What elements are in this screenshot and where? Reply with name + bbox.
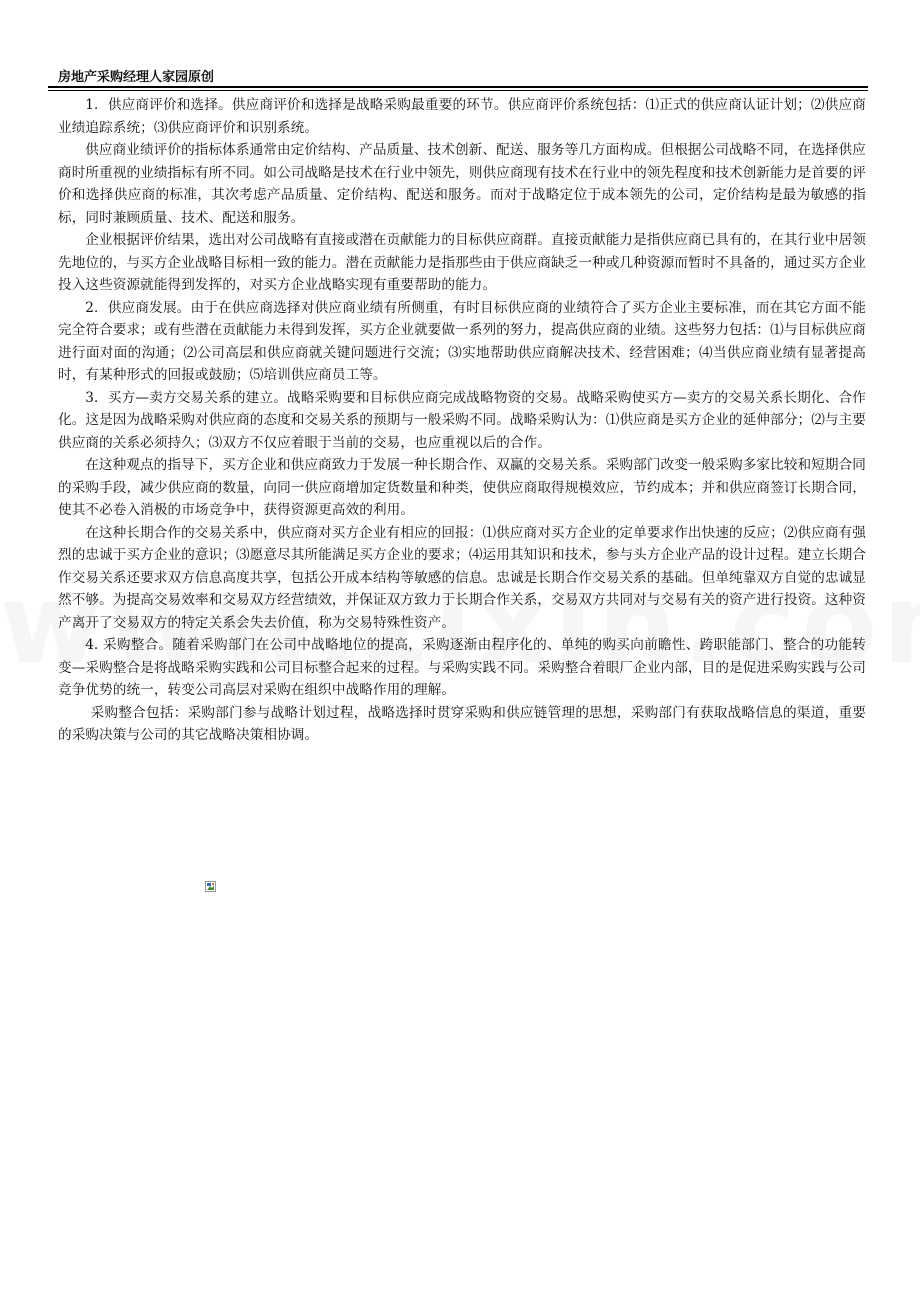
paragraph-2: 供应商业绩评价的指标体系通常由定价结构、产品质量、技术创新、配送、服务等几方面构成。但根据公司战略不同，在选择供应商时所重视的业绩指标有所不同。如公司战略是技术在行业中领先，则供应商现有技术在行业中的领先程度和技术创新能力是首要的评价和选择供应商的标准，其次考虑产品质量、定价结构、配送和服务。而对于战略定位于成本领先的公司，定价结构是最为敏感的指标，同时兼顾质量、技术、配送和服务。 [58,142,866,226]
paragraph-1: 1．供应商评价和选择。供应商评价和选择是战略采购最重要的环节。供应商评价系统包括：⑴正式的供应商认证计划；⑵供应商业绩追踪系统；⑶供应商评价和识别系统。 [58,97,866,136]
header-tag: 原创 [188,70,215,85]
paragraph-7: 在这种长期合作的交易关系中，供应商对买方企业有相应的回报：⑴供应商对买方企业的定单要求作出快速的反应；⑵供应商有强烈的忠诚于买方企业的意识；⑶愿意尽其所能满足买方企业的要求；⑷运用其知识和技术，参与头方企业产品的设计过程。建立长期合作交易关系还要求双方信息高度共享，包括公开成本结构等敏感的信息。忠诚是长期合作交易关系的基础。但单纯靠双方自觉的忠诚显然不够。为提高交易效率和交易双方经营绩效，并保证双方致力于长期合作关系，交易双方共同对与交易有关的资产进行投资。这种资产离开了交易双方的特定关系会失去价值，称为交易特殊性资产。 [58,524,866,631]
paragraph-8: 4. 采购整合。随着采购部门在公司中战略地位的提高，采购逐渐由程序化的、单纯的购买向前瞻性、跨职能部门、整合的功能转变—采购整合是将战略采购实践和公司目标整合起来的过程。与采购实践不同。采购整合着眼厂企业内部，目的是促进采购实践与公司竞争优势的统一，转变公司高层对采购在组织中战略作用的理解。 [58,637,866,698]
paragraph-5: 3．买方—卖方交易关系的建立。战略采购要和目标供应商完成战略物资的交易。战略采购使买方—卖方的交易关系长期化、合作化。这是因为战略采购对供应商的态度和交易关系的预期与一般采购不同。战略采购认为：⑴供应商是买方企业的延伸部分；⑵与主要供应商的关系必须持久；⑶双方不仅应着眼于当前的交易，也应重视以后的合作。 [58,389,866,451]
header-rule-thin [48,90,868,91]
paragraph-4: 2．供应商发展。由于在供应商选择对供应商业绩有所侧重，有时目标供应商的业绩符合了买方企业主要标准，而在其它方面不能完全符合要求；或有些潜在贡献能力未得到发挥，买方企业就要做一系列的努力，提高供应商的业绩。这些努力包括：⑴与目标供应商进行面对面的沟通；⑵公司高层和供应商就关键问题进行交流；⑶实地帮助供应商解决技术、经营困难；⑷当供应商业绩有显著提高时，有某种形式的回报或鼓励；⑸培训供应商员工等。 [58,299,866,383]
paragraph-3: 企业根据评价结果，选出对公司战略有直接或潜在贡献能力的目标供应商群。直接贡献能力是指供应商已具有的，在其行业中居领先地位的，与买方企业战略目标相一致的能力。潜在贡献能力是指那些由于供应商缺乏一种或几种资源而暂时不具备的，通过买方企业投入这些资源就能得到发挥的，对买方企业战略实现有重要帮助的能力。 [58,232,866,293]
paragraph-9: 采购整合包括：采购部门参与战略计划过程，战略选择时贯穿采购和供应链管理的思想，采购部门有获取战略信息的渠道，重要的采购决策与公司的其它战略决策相协调。 [58,704,866,743]
page-header [58,66,868,86]
embedded-image-icon [205,881,216,892]
document-body [58,94,866,747]
header-site-name: 房地产采购经理人家园 [58,70,189,85]
header-rule-thick [48,86,868,88]
paragraph-6: 在这种观点的指导下，买方企业和供应商致力于发展一种长期合作、双赢的交易关系。采购部门改变一般采购多家比较和短期合同的采购手段，减少供应商的数量，向同一供应商增加定货数量和种类，使供应商取得规模效应，节约成本；并和供应商签订长期合同，使其不必卷入消极的市场竞争中，获得资源更高效的利用。 [58,457,866,518]
